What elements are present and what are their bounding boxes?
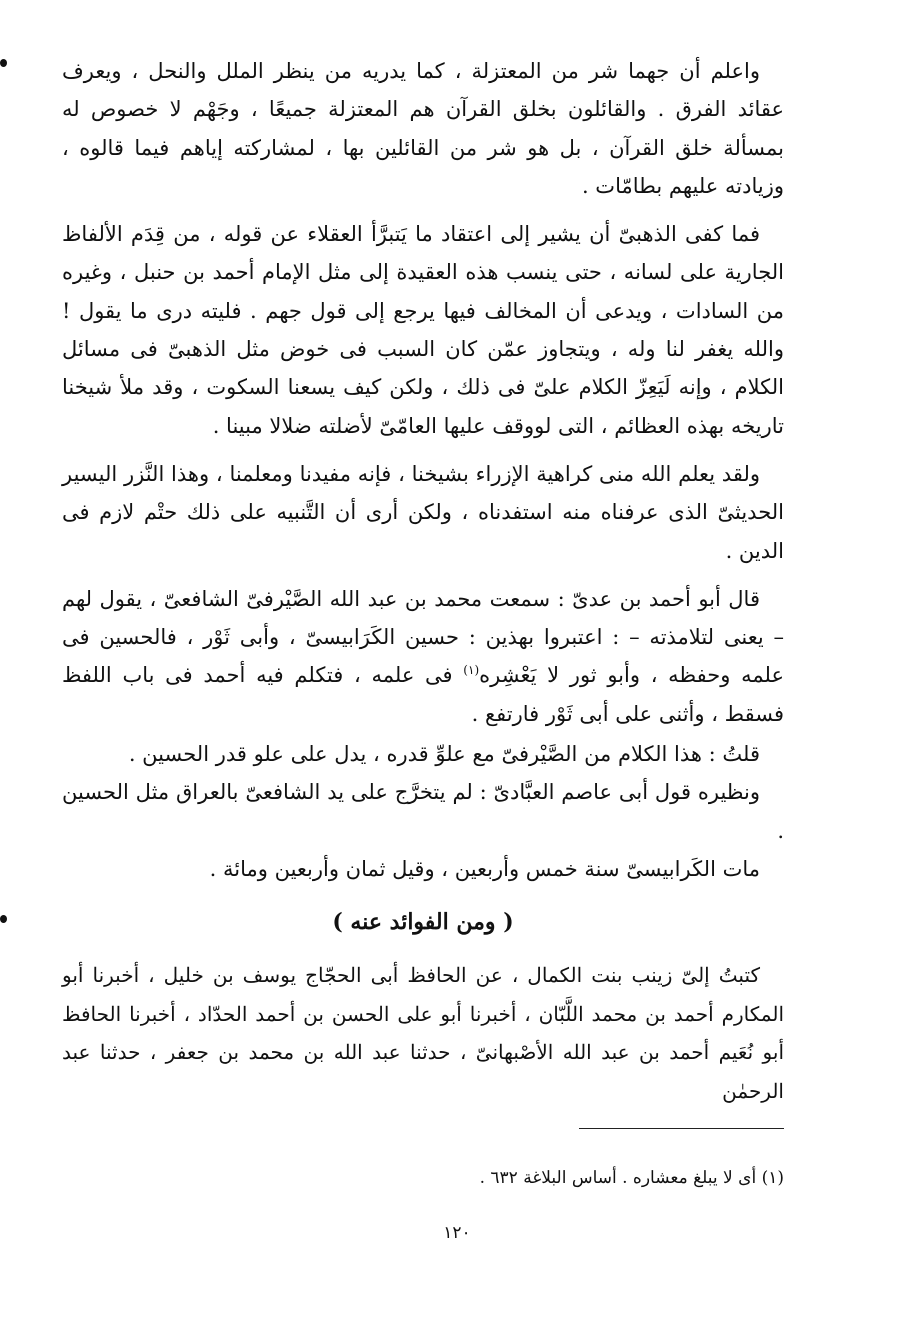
paragraph-4-text-b: فى علمه ، فتكلم فيه أحمد فى باب اللفظ فسقط ، وأثنى على أبى ثَوْر فارتفع . [62,663,784,726]
margin-mark [0,59,7,67]
paragraph-7: مات الكَرابيسىّ سنة خمس وأربعين ، وقيل ثمان وأربعين ومائة . [209,856,760,881]
paragraph-2: فما كفى الذهبىّ أن يشير إلى اعتقاد ما يَتبرَّأ العقلاء عن قوله ، من قِدَم الألفاظ الجارية على لسانه ، حتى ينسب هذه العقيدة إلى مثل الإمام أحمد بن حنبل ، وغيره من السادات ، ويدعى أن المخالف فيها يرجع إلى قول جهم . فليته درى ما يقول ! والله يغفر لنا وله ، ويتجاوز عمّن كان السبب فى خوض مثل الذهبىّ فى مسائل الكلام ، وإنه لَيَعِزّ الكلام علىّ فى ذلك ، ولكن كيف يسعنا السكوت ، وقد ملأ شيخنا تاريخه بهذه العظائم ، التى لووقف عليها العامّىّ لأضلته ضلالا مبينا . [62,222,784,438]
paragraph-4-text-a: قال أبو أحمد بن عدىّ : سمعت محمد بن عبد الله الصَّيْرفىّ الشافعىّ ، يقول لهم – يعنى لتلامذته – : اعتبروا بهذين : حسين الكَرَابيسىّ ، وأبى ثَوْر ، فالحسين فى علمه وحفظه ، وأبو ثور لا يَعْشِره [62,586,784,688]
paragraph-6: ونظيره قول أبى عاصم العبَّادىّ : لم يتخرَّج على يد الشافعىّ بالعراق مثل الحسين . [62,780,784,843]
page-body [62,52,784,1110]
paragraph-4 [62,580,784,733]
paragraph-8: كتبتُ إلىّ زينب بنت الكمال ، عن الحافظ أبى الحجّاج يوسف بن خليل ، أخبرنا أبو المكارم أحمد بن محمد اللَّبّان ، أخبرنا أبو على الحسن بن أحمد الحدّاد ، أخبرنا الحافظ أبو نُعَيم أحمد بن عبد الله الأصْبهانىّ ، حدثنا عبد الله بن محمد بن جعفر ، حدثنا عبد الرحمٰن [62,963,785,1103]
paragraph-1: واعلم أن جهما شر من المعتزلة ، كما يدريه من ينظر الملل والنحل ، ويعرف عقائد الفرق . والقائلون بخلق القرآن هم المعتزلة جميعًا ، وجَهْم لا خصوص له بمسألة خلق القرآن ، بل هو شر من القائلين بها ، لمشاركته إياهم فيما قالوه ، وزيادته عليهم بطامّات . [62,59,784,198]
footnote-divider [579,1128,784,1129]
footnote: (١) أى لا يبلغ معشاره . أساس البلاغة ٦٣٢ . [479,1168,784,1188]
footnote-marker: (١) [463,663,480,678]
paragraph-5: قلتُ : هذا الكلام من الصَّيْرفىّ مع علوِّ قدره ، يدل على علو قدر الحسين . [128,742,760,767]
page-number: ١٢٠ [443,1223,471,1243]
section-heading: ( ومن الفوائد عنه ) [332,909,514,936]
paragraph-3: ولقد يعلم الله منى كراهية الإزراء بشيخنا ، فإنه مفيدنا ومعلمنا ، وهذا النَّزر اليسير الحديثىّ الذى عرفناه منه استفدناه ، ولكن أرى أن التَّنبيه على ذلك حتْم لازم فى الدين . [62,461,784,563]
margin-mark [0,915,7,923]
